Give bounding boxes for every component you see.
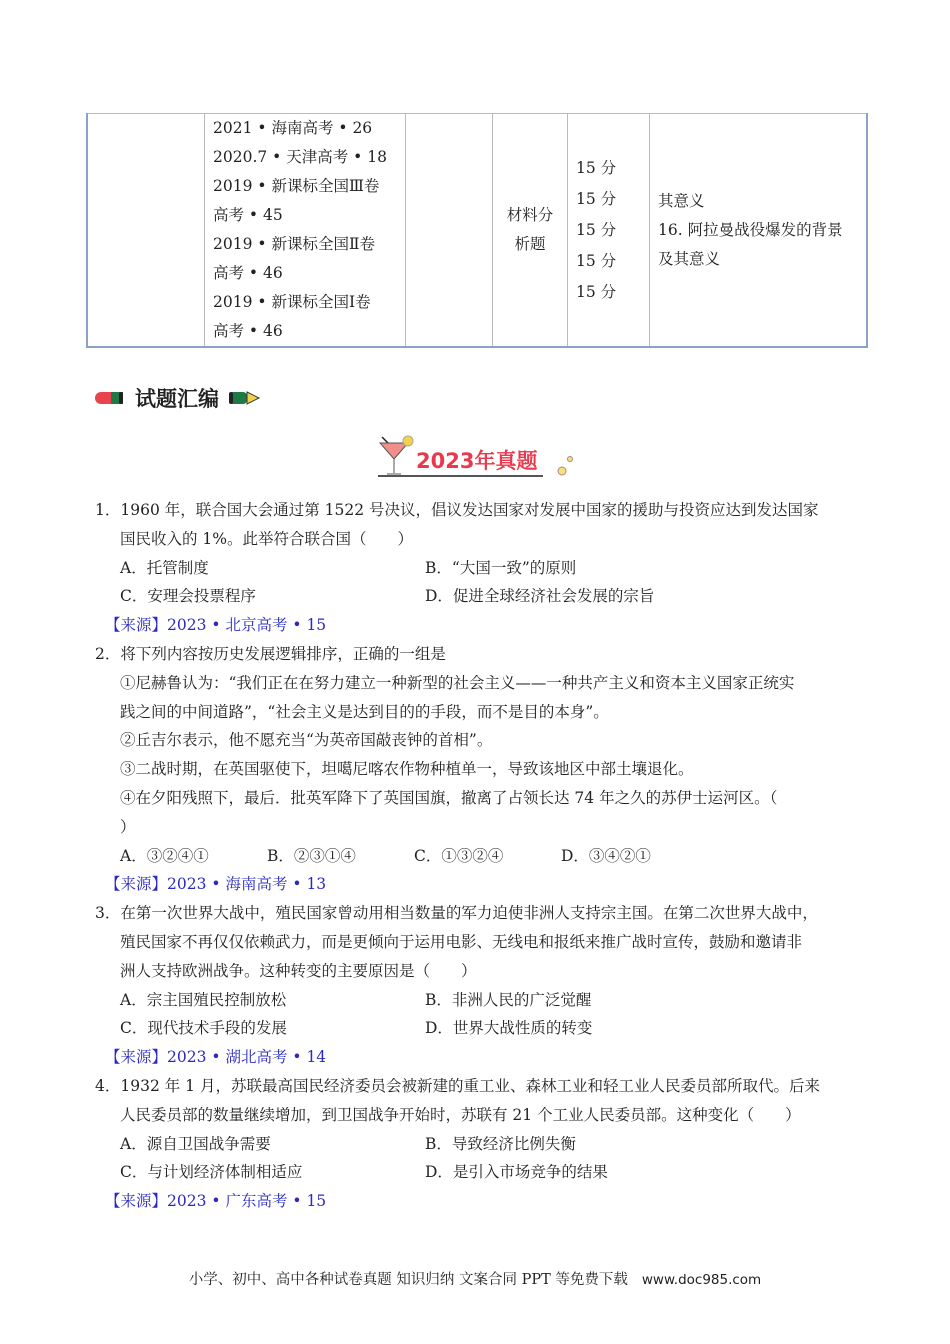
question-text-line: 殖民国家不再仅仅依赖武力，而是更倾向于运用电影、无线电和报纸来推广战时宣传，鼓励和邀请非 (120, 932, 803, 951)
table-cell-sources (205, 114, 406, 348)
question-source: 【来源】2023 • 湖北高考 • 14 (105, 1048, 327, 1067)
question-4 (95, 1072, 870, 1216)
bubbles-icon (556, 451, 586, 481)
option-a: A．源自卫国战争需要 (120, 1134, 271, 1153)
question-text-line: ②丘吉尔表示，他不愿充当“为英帝国敲丧钟的首相”。 (120, 731, 493, 750)
score-line: 15 分 (576, 158, 617, 177)
section-title: 试题汇编 (135, 387, 219, 411)
option-b: B．“大国一致”的原则 (425, 558, 577, 577)
score-line: 15 分 (576, 220, 617, 239)
question-source: 【来源】2023 • 北京高考 • 15 (105, 616, 327, 635)
question-list (95, 496, 870, 1216)
option-d: D．③④②① (561, 846, 651, 865)
table-cell-scores (568, 114, 650, 348)
options-row (95, 554, 870, 583)
question-text-line: 国民收入的 1%。此举符合联合国（ ） (120, 529, 414, 548)
source-line: 2021 • 海南高考 • 26 (213, 119, 373, 137)
footer-text: 小学、初中、高中各种试卷真题 知识归纳 文案合同 PPT 等免费下载 (188, 1272, 628, 1288)
topic-line: 16. 阿拉曼战役爆发的背景 (658, 220, 843, 239)
options-row (95, 842, 870, 871)
question-text-line: 洲人支持欧洲战争。这种转变的主要原因是（ ） (120, 961, 477, 980)
option-c: C．安理会投票程序 (120, 587, 256, 606)
cocktail-icon (378, 435, 418, 479)
question-3 (95, 899, 870, 1072)
options-row (95, 1130, 870, 1159)
option-c: C．①③②④ (414, 846, 504, 865)
option-a: A．宗主国殖民控制放松 (120, 990, 287, 1009)
source-line: 2019 • 新课标全国Ⅰ卷 (213, 293, 371, 311)
type-text: 材料分 (506, 206, 554, 224)
options-row (95, 1014, 870, 1043)
question-text-line: 1．1960 年，联合国大会通过第 1522 号决议，倡议发达国家对发展中国家的援助与投资应达到发达国家 (95, 501, 819, 519)
question-source: 【来源】2023 • 广东高考 • 15 (105, 1192, 327, 1211)
option-c: C．与计划经济体制相适应 (120, 1163, 303, 1182)
table-cell-empty (406, 114, 493, 348)
footer-url[interactable]: www.doc985.com (641, 1272, 762, 1288)
question-text-line: 4．1932 年 1 月，苏联最高国民经济委员会被新建的重工业、森林工业和轻工业人民委员部所取代。后来 (95, 1076, 820, 1095)
question-text-line: ①尼赫鲁认为：“我们正在在努力建立一种新型的社会主义——一种共产主义和资本主义国家正统实 (120, 673, 795, 692)
score-line: 15 分 (576, 189, 617, 208)
question-text-line: 2．将下列内容按历史发展逻辑排序，正确的一组是 (95, 644, 446, 663)
question-text-line: ） (120, 817, 136, 836)
score-line: 15 分 (576, 282, 617, 301)
table-cell-type (493, 114, 568, 348)
question-1 (95, 496, 870, 640)
option-a: A．托管制度 (120, 558, 209, 577)
option-b: B．②③①④ (267, 846, 356, 865)
options-row (95, 1158, 870, 1187)
topic-line: 其意义 (658, 191, 705, 210)
pencil-tip-icon (229, 391, 261, 405)
option-b: B．非洲人民的广泛觉醒 (425, 990, 592, 1009)
table-cell-empty (87, 114, 205, 348)
option-d: D．世界大战性质的转变 (425, 1019, 593, 1038)
source-line: 高考 • 45 (213, 206, 283, 224)
type-text: 析题 (514, 235, 546, 253)
exam-summary-table (86, 113, 868, 348)
option-d: D．促进全球经济社会发展的宗旨 (425, 587, 655, 606)
options-row (95, 582, 870, 611)
question-text-line: ③二战时期，在英国驱使下，坦噶尼喀农作物种植单一，导致该地区中部土壤退化。 (120, 760, 694, 779)
option-d: D．是引入市场竞争的结果 (425, 1163, 608, 1182)
option-b: B．导致经济比例失衡 (425, 1134, 576, 1153)
source-line: 2019 • 新课标全国Ⅲ卷 (213, 177, 380, 195)
year-badge-text: 2023年真题 (416, 449, 538, 473)
section-heading (95, 383, 261, 413)
source-line: 高考 • 46 (213, 264, 283, 282)
source-line: 高考 • 46 (213, 322, 283, 340)
option-a: A．③②④① (120, 846, 209, 865)
options-row (95, 986, 870, 1015)
question-text-line: ④在夕阳残照下，最后．批英军降下了英国国旗，撤离了占领长达 74 年之久的苏伊士运河区。（ (120, 788, 778, 807)
question-text-line: 人民委员部的数量继续增加，到卫国战争开始时，苏联有 21 个工业人民委员部。这种变化（ ） (120, 1105, 801, 1124)
pencil-eraser-icon (95, 391, 125, 405)
year-badge (378, 435, 578, 480)
question-text-line: 践之间的中间道路”，“社会主义是达到目的的手段，而不是目的本身”。 (120, 702, 609, 721)
option-c: C．现代技术手段的发展 (120, 1019, 287, 1038)
badge-underline (378, 475, 543, 477)
source-line: 2019 • 新课标全国Ⅱ卷 (213, 235, 375, 253)
page-footer (0, 1268, 950, 1289)
question-text-line: 3．在第一次世界大战中，殖民国家曾动用相当数量的军力迫使非洲人支持宗主国。在第二次世界大战中， (95, 904, 818, 923)
question-2 (95, 640, 870, 899)
topic-line: 及其意义 (658, 249, 721, 268)
table-cell-topics (650, 114, 868, 348)
source-line: 2020.7 • 天津高考 • 18 (213, 148, 387, 166)
question-source: 【来源】2023 • 海南高考 • 13 (105, 875, 327, 894)
score-line: 15 分 (576, 251, 617, 270)
